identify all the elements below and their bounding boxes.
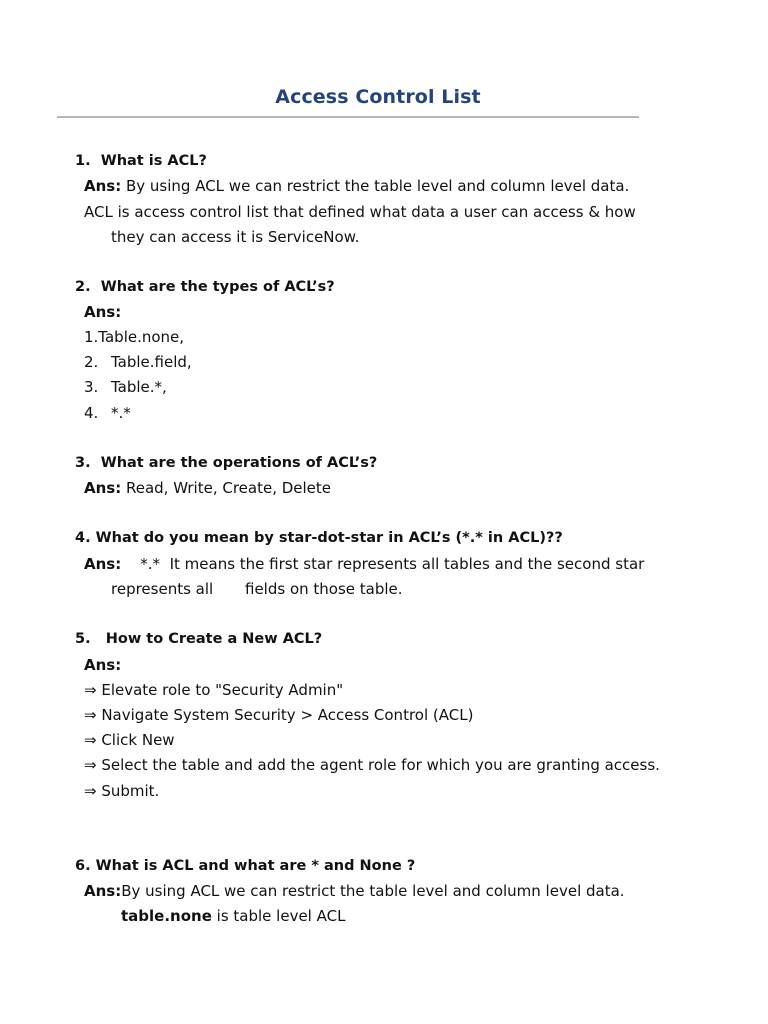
answer-1-line-3: they can access it is ServiceNow. [111, 228, 360, 246]
answer-4-line-2b: fields on those table. [245, 580, 403, 598]
list-item-4-number: 4. [84, 404, 99, 422]
step-3: ⇒ Click New [84, 731, 175, 749]
list-item-1: 1.Table.none, [84, 328, 185, 346]
list-item-2-text: Table.field, [111, 353, 192, 371]
answer-5-label: Ans: [84, 656, 122, 674]
term: table.none [121, 907, 212, 925]
answer-label: Ans: [84, 479, 122, 497]
answer-2-label: Ans: [84, 303, 122, 321]
question-3: 3. What are the operations of ACL’s? [75, 455, 378, 471]
step-1: ⇒ Elevate role to "Security Admin" [84, 681, 344, 699]
answer-6-line-1 [84, 881, 625, 901]
answer-4-line-2a: represents all [111, 580, 214, 598]
question-2: 2. What are the types of ACL’s? [75, 279, 335, 295]
list-item-3-number: 3. [84, 378, 99, 396]
term-text: is table level ACL [211, 907, 346, 925]
question-1: 1. What is ACL? [75, 153, 207, 169]
answer-label: Ans: [84, 177, 122, 195]
title-divider [57, 116, 639, 118]
answer-1-line-2: ACL is access control list that defined what data a user can access & how [84, 203, 636, 221]
answer-text: By using ACL we can restrict the table level and column level data. [121, 882, 625, 900]
question-6: 6. What is ACL and what are * and None ? [75, 858, 416, 874]
step-5: ⇒ Submit. [84, 782, 160, 800]
answer-text: *.* It means the first star represents all tables and the second star [121, 555, 645, 573]
step-4: ⇒ Select the table and add the agent role for which you are granting access. [84, 756, 660, 774]
question-5: 5. How to Create a New ACL? [75, 631, 323, 647]
step-2: ⇒ Navigate System Security > Access Control (ACL) [84, 706, 474, 724]
list-item-3-text: Table.*, [111, 378, 167, 396]
answer-1-line-1 [84, 176, 629, 196]
answer-label: Ans: [84, 555, 122, 573]
question-4: 4. What do you mean by star-dot-star in ACL’s (*.* in ACL)?? [75, 530, 563, 546]
answer-text: By using ACL we can restrict the table level and column level data. [121, 177, 630, 195]
list-item-4-text: *.* [111, 404, 131, 422]
answer-4-line-1 [84, 554, 644, 574]
page-title: Access Control List [275, 86, 481, 108]
answer-3 [84, 478, 331, 498]
answer-6-line-2 [121, 906, 345, 926]
answer-label: Ans: [84, 882, 122, 900]
list-item-2-number: 2. [84, 353, 99, 371]
answer-text: Read, Write, Create, Delete [121, 479, 332, 497]
